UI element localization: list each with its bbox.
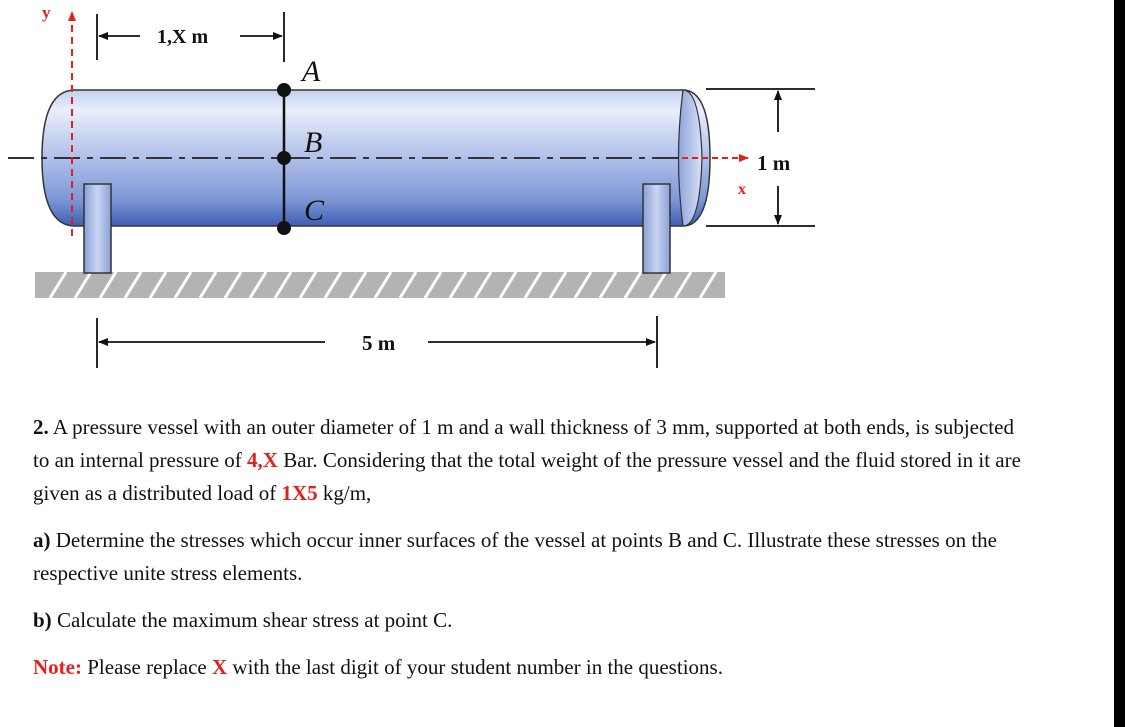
point-c-label: C <box>304 194 325 227</box>
left-support <box>84 184 111 273</box>
right-support <box>643 184 670 273</box>
problem-number: 2. <box>33 415 49 439</box>
part-a-text: Determine the stresses which occur inner surfaces of the vessel at points B and C. Illustrate these stresses on the respective unite stress elements. <box>33 528 997 585</box>
part-b-label: b) <box>33 608 52 632</box>
dimension-top-label: 1,X m <box>157 26 209 48</box>
part-a-label: a) <box>33 528 51 552</box>
problem-text <box>33 411 1033 698</box>
ground <box>35 272 725 298</box>
part-b-text: Calculate the maximum shear stress at point C. <box>51 608 453 632</box>
point-a-marker <box>277 83 291 97</box>
problem-text-2: Bar. Considering that the total weight of the pressure vessel and the fluid stored in it are given as a distributed load of <box>33 448 1021 505</box>
note-text-1: Please replace <box>81 655 212 679</box>
point-c-marker <box>277 221 291 235</box>
dimension-bottom-label: 5 m <box>362 331 396 355</box>
note-x: X <box>212 655 228 679</box>
note-label: Note: <box>33 655 82 679</box>
point-a-label: A <box>302 55 321 88</box>
x-axis-label: x <box>738 181 746 198</box>
note <box>33 651 1033 684</box>
problem-text-1: A pressure vessel with an outer diameter of 1 m and a wall thickness of 3 mm, supported at both ends, is subjected to an internal pressure of <box>33 415 1014 472</box>
part-a <box>33 524 1033 590</box>
point-b-marker <box>277 151 291 165</box>
note-text-2: with the last digit of your student number in the questions. <box>227 655 723 679</box>
y-axis-label: y <box>42 3 51 22</box>
dimension-right-label: 1 m <box>757 151 791 175</box>
problem-text-3: kg/m, <box>317 481 372 505</box>
load-value: 1X5 <box>281 481 318 505</box>
window-edge-bar <box>1114 0 1125 727</box>
point-b-label: B <box>304 126 323 159</box>
problem-statement <box>33 411 1033 510</box>
pressure-value: 4,X <box>247 448 278 472</box>
part-b <box>33 604 1033 637</box>
